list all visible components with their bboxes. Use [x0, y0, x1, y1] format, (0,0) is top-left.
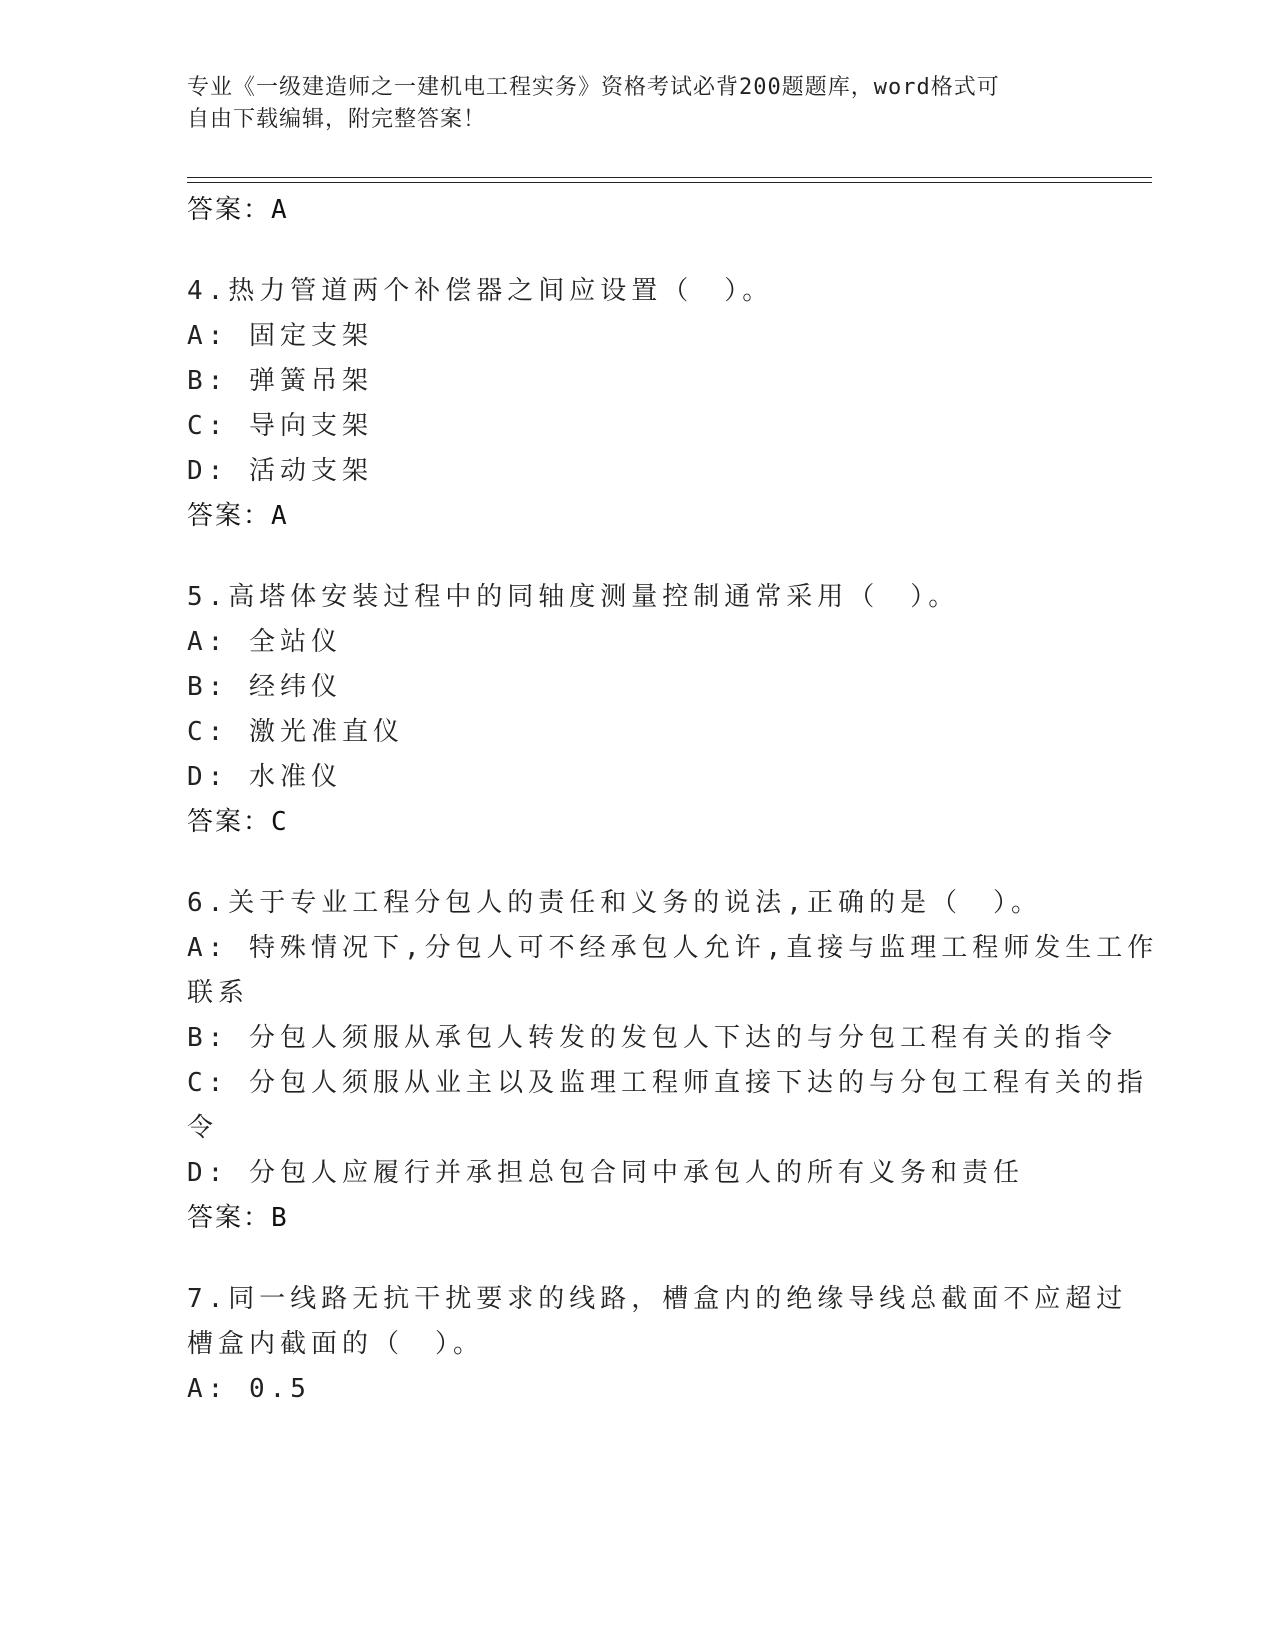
question-stem-continued: 槽盒内截面的（ ）。 — [187, 1329, 485, 1359]
question-stem: 6.关于专业工程分包人的责任和义务的说法,正确的是（ ）。 — [187, 888, 1042, 918]
question-stem: 5.高塔体安装过程中的同轴度测量控制通常采用（ ）。 — [187, 582, 960, 612]
document-body — [187, 188, 1159, 1412]
spacer — [187, 539, 1087, 575]
option-c-continued: 令 — [187, 1113, 219, 1143]
question-stem: 4.热力管道两个补偿器之间应设置（ ）。 — [187, 276, 774, 306]
header-line-2: 自由下载编辑，附完整答案！ — [187, 107, 487, 132]
option-a: A: 特殊情况下,分包人可不经承包人允许,直接与监理工程师发生工作 — [187, 933, 1159, 963]
option-d: D: 水准仪 — [187, 762, 342, 792]
answer-line — [187, 494, 1087, 539]
option-a: A: 全站仪 — [187, 627, 342, 657]
header-line-1: 专业《一级建造师之一建机电工程实务》资格考试必背200题题库，word格式可 — [187, 75, 1000, 100]
option-b: B: 分包人须服从承包人转发的发包人下达的与分包工程有关的指令 — [187, 1023, 1117, 1053]
option-d: D: 活动支架 — [187, 456, 373, 486]
option-d: D: 分包人应履行并承担总包合同中承包人的所有义务和责任 — [187, 1158, 1024, 1188]
answer-line — [187, 1196, 1087, 1241]
question-stem: 7.同一线路无抗干扰要求的线路，槽盒内的绝缘导线总截面不应超过 — [187, 1284, 1128, 1314]
option-b: B: 弹簧吊架 — [187, 366, 373, 396]
option-a: A: 固定支架 — [187, 321, 373, 351]
question-4 — [187, 269, 1087, 539]
option-a: A: 0.5 — [187, 1374, 311, 1404]
spacer — [187, 1241, 1087, 1277]
option-b: B: 经纬仪 — [187, 672, 342, 702]
header-divider-bottom — [187, 182, 1152, 183]
option-c: C: 导向支架 — [187, 411, 373, 441]
answer-value: A — [271, 501, 289, 531]
header-divider-top — [187, 177, 1152, 178]
answer-value: A — [271, 195, 289, 225]
answer-line — [187, 188, 1087, 233]
document-header — [187, 72, 1067, 136]
answer-value: C — [271, 807, 289, 837]
option-a-continued: 联系 — [187, 978, 250, 1008]
answer-label: 答案： — [187, 501, 272, 531]
question-6 — [187, 881, 1159, 1241]
answer-label: 答案： — [187, 1203, 272, 1233]
option-c: C: 激光准直仪 — [187, 717, 404, 747]
answer-value: B — [271, 1203, 289, 1233]
question-7 — [187, 1277, 1128, 1412]
question-5 — [187, 575, 1087, 845]
option-c: C: 分包人须服从业主以及监理工程师直接下达的与分包工程有关的指 — [187, 1068, 1148, 1098]
answer-label: 答案： — [187, 195, 272, 225]
spacer — [187, 845, 1087, 881]
answer-line — [187, 800, 1087, 845]
spacer — [187, 233, 1087, 269]
answer-label: 答案： — [187, 807, 272, 837]
